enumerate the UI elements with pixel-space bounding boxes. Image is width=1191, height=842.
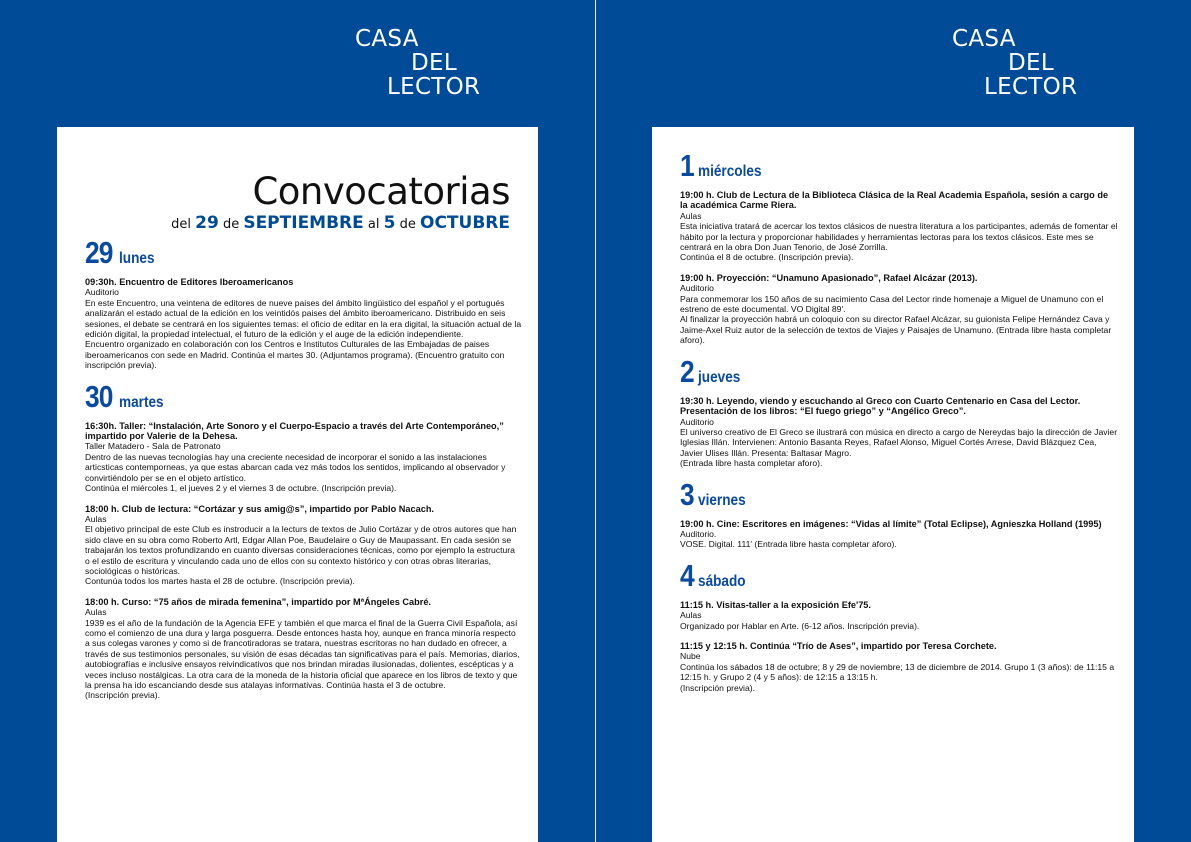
day-number: 1 (680, 148, 694, 183)
event-title: 19:00 h. Cine: Escritores en imágenes: “Vidas al límite” (Total Eclipse), Agnieszka Holland (1995) (680, 518, 1102, 529)
logo-line-2: DEL (411, 50, 457, 76)
right-content-sheet (652, 127, 1134, 842)
casa-del-lector-logo (952, 27, 1077, 99)
event-item (680, 190, 1118, 263)
day-header (680, 353, 1118, 389)
event-note: Continúa el miércoles 1, el jueves 2 y el viernes 3 de octubre. (Inscripción previa). (85, 483, 397, 494)
event-item (680, 396, 1118, 469)
event-description: VOSE. Digital. 111' (Entrada libre hasta completar aforo). (680, 539, 897, 550)
title-block (171, 170, 510, 233)
day-header (680, 150, 1118, 182)
day-header (680, 557, 1118, 593)
event-item (85, 277, 522, 371)
event-venue: Auditorio (85, 287, 119, 298)
event-venue: Aulas (85, 607, 107, 618)
event-item (680, 519, 1118, 550)
date-range-start-month: SEPTIEMBRE (243, 213, 364, 233)
event-description: Organizado por Hablar en Arte. (6-12 años. Inscripción previa). (680, 620, 920, 631)
day-number: 3 (680, 476, 694, 512)
logo-line-3: LECTOR (387, 74, 481, 100)
event-venue: Aulas (680, 210, 702, 221)
event-item (85, 597, 522, 701)
right-page (596, 0, 1191, 842)
event-description: Esta iniciativa tratará de acercar los textos clásicos de nuestra literatura a los participantes, además de fomentar el hábito por la lectura y proporcionar habilidades y herramientas lectoras para los textos clásicos. Este mes se centrará en la obra Don Juan Tenorio, de José Zorrilla. (680, 221, 1118, 253)
event-note: (Inscripción previa). (680, 682, 755, 693)
day-number: 30 (85, 378, 113, 414)
left-content-sheet (57, 127, 538, 842)
event-title: 18:00 h. Club de lectura: “Cortázar y sus amig@s”, impartido por Pablo Nacach. (85, 503, 434, 514)
day-section (680, 476, 1118, 550)
date-range-word: del (171, 217, 191, 232)
date-range-word: de (399, 217, 416, 232)
event-title: 16:30h. Taller: “Instalación, Arte Sonoro y el Cuerpo-Espacio a través del Arte Contemporáneo,” impartido por Valerie de la Dehesa. (85, 420, 504, 442)
page-title: Convocatorias (252, 170, 510, 213)
event-title: 19:00 h. Proyección: “Unamuno Apasionado”, Rafael Alcázar (2013). (680, 272, 978, 283)
event-note: Al finalizar la proyección habrá un coloquio con su director Rafael Alcázar, su guionista Felipe Hernández Cava y Jaime-Axel Ruiz autor de la selección de textos de Viajes y Paisajes de Unamuno. (Entrada libre hasta completar aforo). (680, 314, 1112, 346)
day-name: jueves (698, 368, 741, 386)
day-number: 2 (680, 353, 694, 389)
date-range-end-month: OCTUBRE (420, 213, 510, 233)
day-name: viernes (698, 491, 746, 509)
date-range (171, 213, 510, 233)
logo-line-3: LECTOR (984, 74, 1078, 100)
day-number: 29 (85, 235, 113, 270)
event-venue: Auditorio (680, 283, 714, 294)
event-note: Continúa el 8 de octubre. (Inscripción previa). (680, 252, 854, 263)
event-venue: Nube (680, 651, 701, 662)
date-range-end-day: 5 (383, 213, 396, 233)
event-title: 19:30 h. Leyendo, viendo y escuchando al Greco con Cuarto Centenario en Casa del Lector. Presentación de los libros: “El fuego griego” y “Angélico Greco”. (680, 395, 1081, 417)
event-description: 1939 es el año de la fundación de la Agencia EFE y también el que marca el final de la Guerra Civil Española, así como el comienzo de una dura y larga posguerra. Desde entonces hasta hoy, aunque en franca minoría respecto a sus colegas varones y como si de francotiradoras se tratara, nuestras escritoras no han dudado en ofrecer, a través de sus testimonios personales, su visión de esas décadas tan significativas para el país. Memorias, diarios, autobiografías e inclusive ensayos reivindicativos que nos brindan miradas ilusionadas, dolientes, escépticas y a veces incluso nostálgicas. La otra cara de la moneda de la historia oficial que aparece en los libros de texto y que la prensa ha ido escanciando desde sus atalayas informativas. Continúa hasta el 3 de octubre. (85, 617, 520, 690)
casa-del-lector-logo (355, 27, 480, 99)
event-title: 11:15 y 12:15 h. Continúa “Trío de Ases”, impartido por Teresa Corchete. (680, 640, 997, 651)
logo-line-1: CASA (952, 26, 1016, 52)
event-item (85, 421, 522, 494)
day-section (680, 150, 1118, 346)
event-venue: Taller Matadero - Sala de Patronato (85, 441, 221, 452)
right-schedule (680, 150, 1118, 703)
date-range-word: al (367, 217, 380, 232)
event-note: Contunúa todos los martes hasta el 28 de octubre. (Inscripción previa). (85, 576, 355, 587)
logo-line-2: DEL (1008, 50, 1054, 76)
day-header (680, 476, 1118, 512)
day-name: sábado (698, 572, 746, 590)
event-title: 19:00 h. Club de Lectura de la Biblioteca Clásica de la Real Academia Española, sesión a cargo de la académica Carme Riera. (680, 190, 1109, 211)
event-description: En este Encuentro, una veintena de editores de nueve paises del ámbito lingüistico del español y el portugués analizarán el estado actual de la edición en los veintidós paises del ámbito iberoamericano. Distribuido en seis sesiones, el debate se centrará en los siguientes temas: el oficio de editar en la era digital, la situación actual de la edición digital, la propiedad intelectual, el futuro de la edición y el auge de la edición independiente. (85, 297, 522, 340)
day-name: miércoles (698, 163, 762, 180)
event-description: El objetivo principal de este Club es instroducir a la lecturs de textos de Julio Cortázar y de otros autores que han sido clave en su obra como Roberto Artl, Edgar Allan Poe, Baudelaire o Guy de Maupassant. En cada sesión se trabajarán los textos profundizando en cuanto diversas consideraciones técnicas, como por ejemplo la estructura o el estilo de escritura y vinculando cada uno de ellos con su contexto histórico y con otras obras literarias, sociológicas o históricas. (85, 524, 517, 576)
event-description: El universo creativo de El Greco se ilustrará con música en directo a cargo de Nereydas bajo la dirección de Javier Iglesias Illán. Intervienen: Antonio Basanta Reyes, Rafael Alonso, Miguel Cortés Arrese, David Blázquez Cea, Javier Ulises Illán. Presenta: Baltasar Magro. (680, 426, 1118, 458)
day-section (85, 237, 522, 371)
event-title: 11:15 h. Visitas-taller a la exposición Efe'75. (680, 599, 871, 610)
day-header (85, 378, 522, 414)
event-description: Dentro de las nuevas tecnologías hay una creciente necesidad de incorporar el sonido a las instalaciones articsticas contemporneas, ya que estas abarcan cada vez más todos los sentidos, implicando al observador y convirtiéndolo per se en el objeto artístico. (85, 451, 506, 483)
day-section (85, 378, 522, 701)
event-description: Para conmemorar los 150 años de su nacimiento Casa del Lector rinde homenaje a Miguel de Unamuno con el estreno de este documental. VO Digital 89'. (680, 293, 1104, 315)
event-title: 09:30h. Encuentro de Editores Iberoamericanos (85, 277, 294, 287)
event-description: Continúa los sábados 18 de octubre; 8 y 29 de noviembre; 13 de diciembre de 2014. Grupo 1 (3 años): de 11:15 a 12:15 h. y Grupo 2 (4 y 5 años): de 12:15 a 13:15 h. (680, 661, 1115, 683)
day-name: lunes (119, 250, 156, 267)
day-header (85, 237, 522, 269)
day-section (680, 353, 1118, 469)
event-title: 18:00 h. Curso: “75 años de mirada femenina”, impartido por MªÁngeles Cabré. (85, 596, 431, 607)
event-note: Encuentro organizado en colaboración con los Centros e Institutos Culturales de las Embajadas de paises iberoamericanos con sede en Madrid. Continúa el martes 30. (Adjuntamos programa). (Encuentro gratuito con inscripción previa). (85, 339, 505, 371)
day-section (680, 557, 1118, 693)
date-range-word: de (222, 217, 240, 232)
event-note: (Inscripción previa). (85, 690, 160, 701)
date-range-start-day: 29 (195, 213, 219, 233)
event-item (680, 273, 1118, 346)
event-venue: Auditorio (680, 416, 714, 427)
event-venue: Auditorio. (680, 528, 717, 539)
logo-line-1: CASA (355, 26, 419, 52)
event-item (680, 600, 1118, 631)
left-page (0, 0, 595, 842)
day-number: 4 (680, 557, 694, 593)
event-venue: Aulas (85, 513, 107, 524)
event-item (680, 641, 1118, 693)
event-note: (Entrada libre hasta completar aforo). (680, 458, 823, 469)
event-item (85, 504, 522, 587)
day-name: martes (119, 393, 165, 411)
event-venue: Aulas (680, 610, 702, 621)
left-schedule (85, 237, 522, 711)
